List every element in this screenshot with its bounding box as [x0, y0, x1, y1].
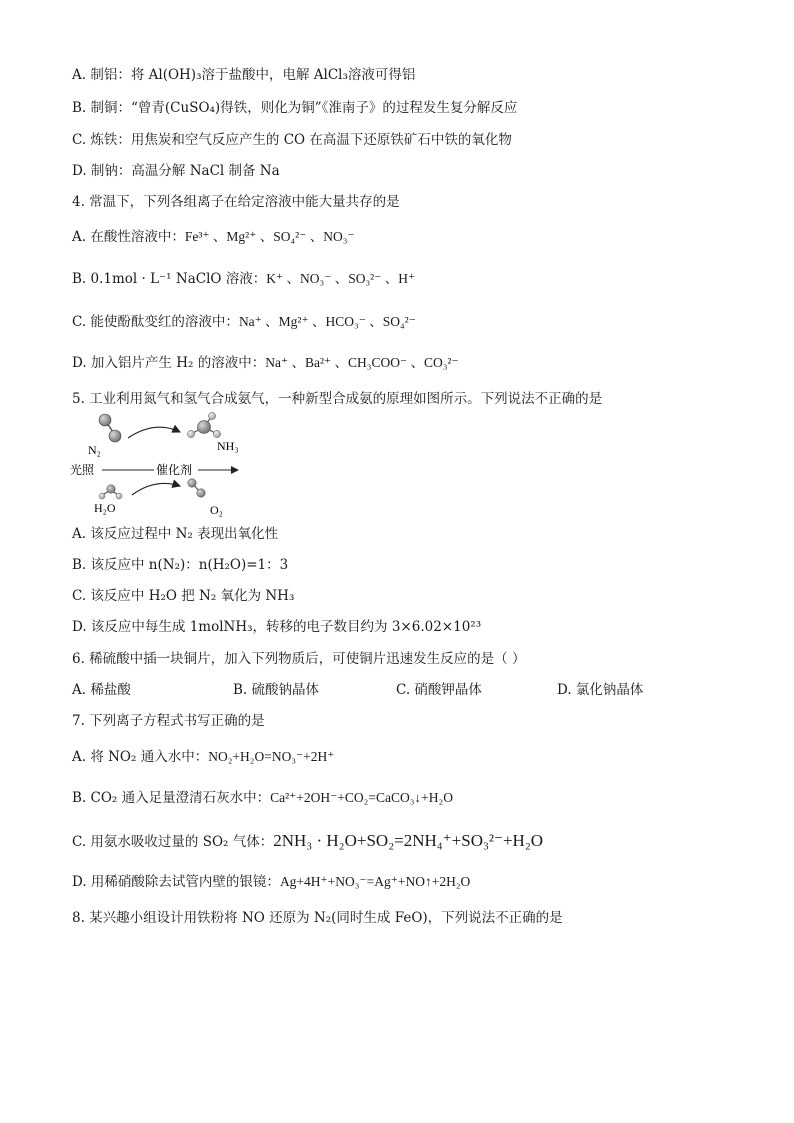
q4b-label: B. 0.1mol · L⁻¹ NaClO 溶液： [72, 271, 267, 287]
q6-option-b: B. 硫酸钠晶体 [233, 682, 320, 698]
o2-molecule-icon [188, 479, 205, 497]
q4d-ions: Na⁺ 、Ba²⁺ 、CH₃COO⁻ 、CO₃²⁻ [265, 355, 459, 370]
reaction-arrow-top [128, 427, 180, 438]
q7d-equation: Ag+4H⁺+NO₃⁻=Ag⁺+NO↑+2H₂O [279, 874, 471, 889]
q5-option-a: A. 该反应过程中 N₂ 表现出氧化性 [72, 526, 279, 542]
q4c-ions: Na⁺ 、Mg²⁺ 、HCO₃⁻ 、SO₄²⁻ [238, 314, 416, 329]
n2-molecule-icon [99, 414, 121, 442]
q6-stem: 6. 稀硫酸中插一块铜片，加入下列物质后，可使铜片迅速发生反应的是（ ） [72, 651, 526, 667]
q7a-equation: NO₂+H₂O=NO₃⁻+2H⁺ [208, 749, 335, 764]
q4c-label: C. 能使酚酞变红的溶液中： [72, 314, 239, 330]
q7b-equation: Ca²⁺+2OH⁻+CO₂=CaCO₃↓+H₂O [270, 790, 453, 805]
h2o-molecule-icon [99, 485, 122, 499]
q4-option-a [72, 228, 355, 246]
q6-option-a: A. 稀盐酸 [72, 682, 131, 698]
h2o-label: H₂O [94, 501, 116, 515]
q7-option-d [72, 873, 470, 891]
q4-option-d [72, 354, 459, 372]
q5-option-d: D. 该反应中每生成 1molNH₃，转移的电子数目约为 3×6.02×10²³ [72, 619, 482, 635]
nh3-label: NH₃ [217, 439, 239, 453]
ammonia-synthesis-diagram [70, 410, 270, 520]
q7c-label: C. 用氨水吸收过量的 SO₂ 气体： [72, 834, 274, 850]
q7d-label: D. 用稀硝酸除去试管内壁的银镜： [72, 874, 280, 890]
n2-label: N₂ [88, 443, 101, 457]
q4d-label: D. 加入铝片产生 H₂ 的溶液中： [72, 355, 266, 371]
q6-options [72, 681, 643, 699]
q5-stem: 5. 工业利用氮气和氢气合成氨气，一种新型合成氨的原理如图所示。下列说法不正确的是 [72, 391, 603, 407]
o2-label: O₂ [210, 503, 223, 517]
q3-option-b: B. 制铜：“曾青(CuSO₄)得铁，则化为铜”《淮南子》的过程发生复分解反应 [72, 100, 518, 116]
q4a-label: A. 在酸性溶液中： [72, 229, 185, 245]
q4-option-c [72, 313, 416, 331]
nh3-molecule-icon [187, 412, 220, 437]
q5-option-c: C. 该反应中 H₂O 把 N₂ 氧化为 NH₃ [72, 588, 295, 604]
q3-option-d: D. 制钠：高温分解 NaCl 制备 Na [72, 163, 280, 179]
reaction-arrow-bottom [132, 483, 180, 495]
q7-option-c [72, 832, 543, 851]
q7c-equation: 2NH₃ · H₂O+SO₂=2NH₄⁺+SO₃²⁻+H₂O [273, 831, 544, 850]
q3-option-a: A. 制铝：将 Al(OH)₃溶于盐酸中，电解 AlCl₃溶液可得铝 [72, 67, 416, 83]
q5-option-b: B. 该反应中 n(N₂)：n(H₂O)=1：3 [72, 557, 289, 573]
q3-option-c: C. 炼铁：用焦炭和空气反应产生的 CO 在高温下还原铁矿石中铁的氧化物 [72, 132, 512, 148]
catalyst-label: 催化剂 [156, 463, 193, 477]
q7-option-a [72, 748, 334, 766]
q8-stem: 8. 某兴趣小组设计用铁粉将 NO 还原为 N₂(同时生成 FeO)，下列说法不正确的是 [72, 910, 563, 926]
q6-option-d: D. 氯化钠晶体 [557, 682, 644, 698]
q6-option-c: C. 硝酸钾晶体 [396, 682, 482, 698]
q7-option-b [72, 789, 453, 807]
q4a-ions: Fe³⁺ 、Mg²⁺ 、SO₄²⁻ 、NO₃⁻ [184, 229, 355, 244]
q7-stem: 7. 下列离子方程式书写正确的是 [72, 713, 265, 729]
q4-stem: 4. 常温下，下列各组离子在给定溶液中能大量共存的是 [72, 194, 400, 210]
q7b-label: B. CO₂ 通入足量澄清石灰水中： [72, 790, 271, 806]
q4b-ions: K⁺ 、NO₃⁻ 、SO₃²⁻ 、H⁺ [266, 271, 416, 286]
light-label: 光照 [70, 463, 95, 477]
q4-option-b [72, 270, 415, 288]
q7a-label: A. 将 NO₂ 通入水中： [72, 749, 209, 765]
